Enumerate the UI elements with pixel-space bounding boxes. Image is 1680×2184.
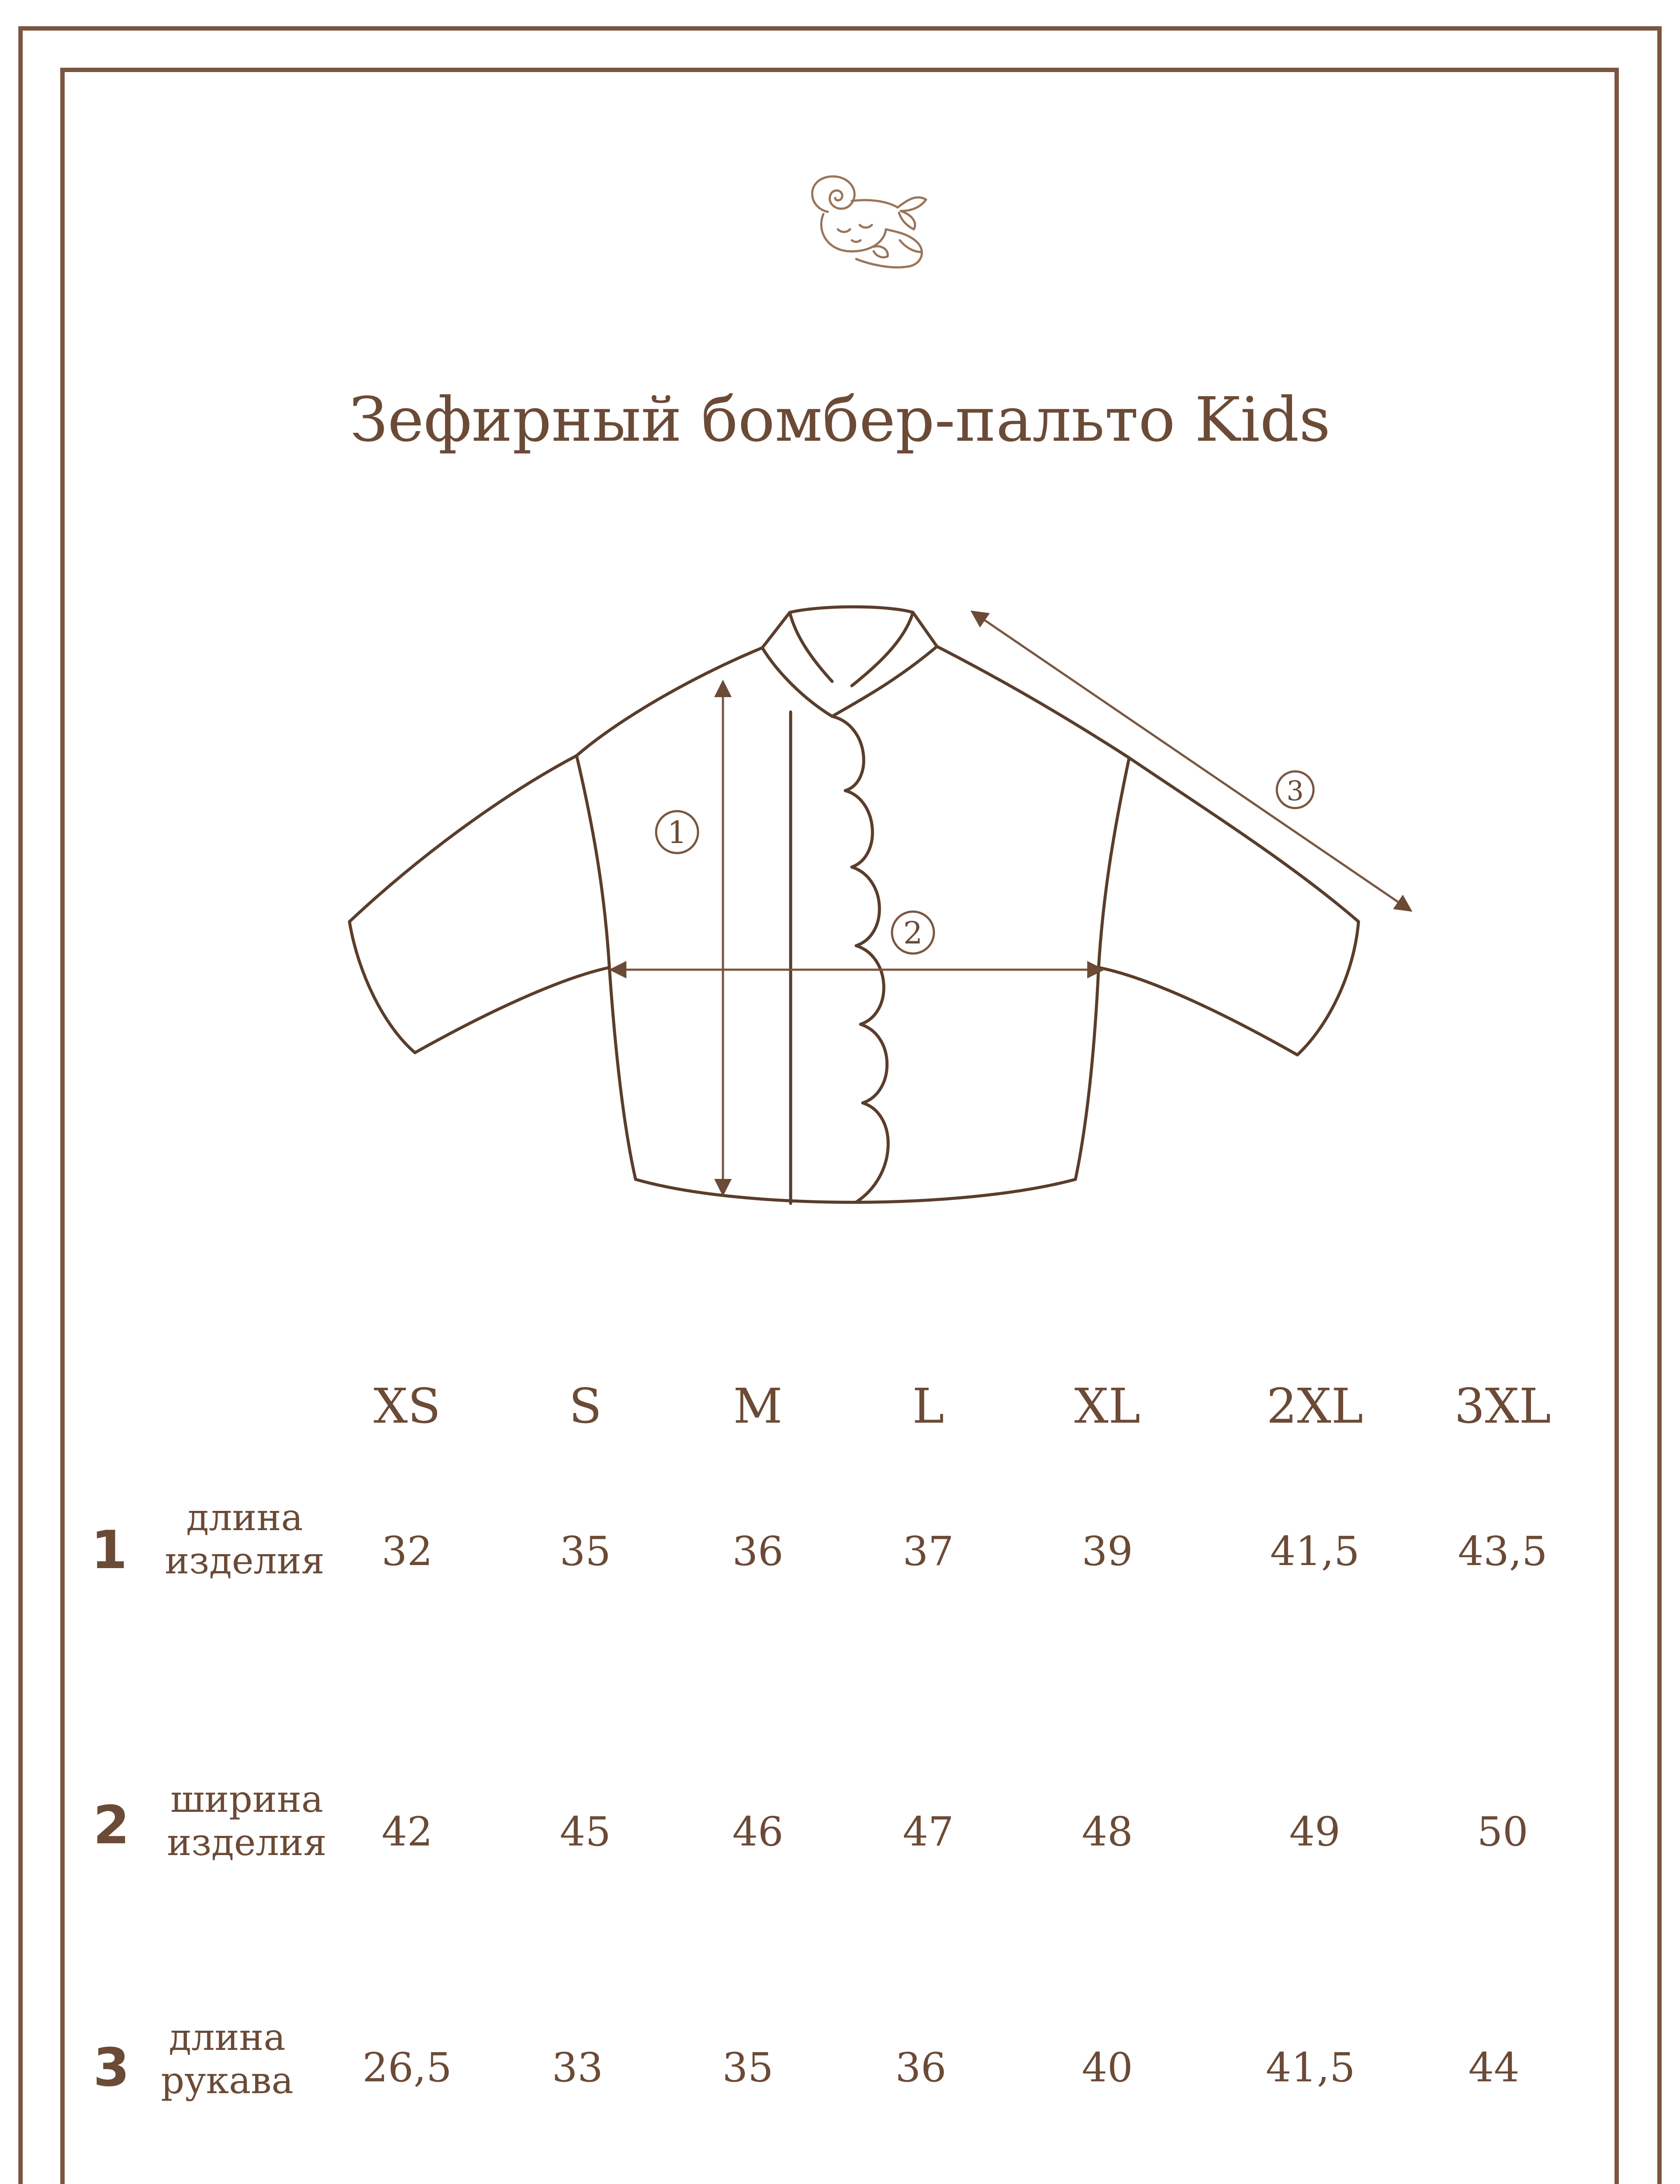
svg-text:2: 2 (903, 915, 923, 951)
table-cell: 44 (1468, 2044, 1520, 2091)
table-cell: 43,5 (1458, 1528, 1548, 1575)
table-cell: 40 (1082, 2044, 1133, 2091)
baby-logo-icon (786, 159, 961, 282)
table-cell: 41,5 (1265, 2044, 1355, 2091)
table-cell: 26,5 (362, 2044, 452, 2091)
svg-text:3: 3 (1286, 775, 1304, 807)
row-label: длина рукава (161, 2016, 294, 2102)
table-cell: 33 (552, 2044, 603, 2091)
marker-1 (656, 811, 698, 853)
table-cell: 49 (1289, 1808, 1341, 1855)
row-number: 2 (93, 1795, 130, 1856)
table-cell: 32 (381, 1528, 433, 1575)
size-header: L (912, 1378, 944, 1434)
table-cell: 41,5 (1270, 1528, 1360, 1575)
size-header: S (569, 1378, 602, 1434)
row-number: 1 (91, 1520, 128, 1581)
size-header: XS (373, 1378, 441, 1434)
table-cell: 36 (895, 2044, 947, 2091)
row-number: 3 (93, 2038, 130, 2098)
table-cell: 35 (560, 1528, 611, 1575)
garment-sketch (332, 585, 1433, 1223)
table-cell: 42 (381, 1808, 433, 1855)
size-header: XL (1074, 1378, 1141, 1434)
table-cell: 48 (1082, 1808, 1133, 1855)
table-cell: 47 (902, 1808, 954, 1855)
size-header: 2XL (1266, 1378, 1363, 1434)
size-header: M (733, 1378, 783, 1434)
page-title: Зефирный бомбер-пальто Kids (349, 384, 1331, 456)
table-cell: 39 (1082, 1528, 1133, 1575)
row-label: ширина изделия (167, 1778, 327, 1864)
marker-2 (892, 912, 934, 954)
row-label: длина изделия (165, 1496, 325, 1583)
table-cell: 37 (902, 1528, 954, 1575)
table-cell: 35 (722, 2044, 774, 2091)
table-cell: 50 (1477, 1808, 1528, 1855)
table-cell: 45 (560, 1808, 611, 1855)
marker-3 (1277, 771, 1314, 808)
svg-text:1: 1 (667, 815, 687, 850)
size-header: 3XL (1454, 1378, 1551, 1434)
table-cell: 36 (732, 1528, 784, 1575)
table-cell: 46 (732, 1808, 784, 1855)
